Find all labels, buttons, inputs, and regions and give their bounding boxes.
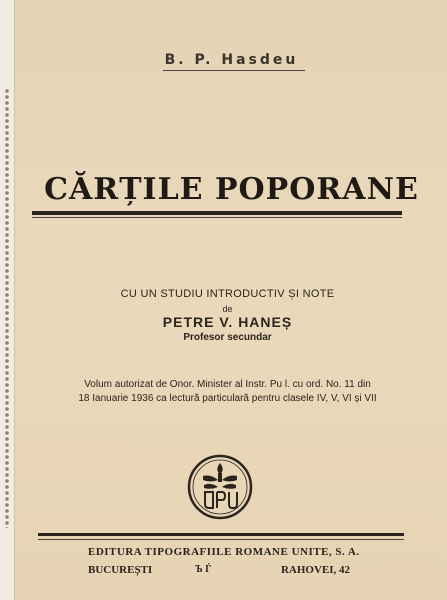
author-underline: [163, 70, 305, 71]
publisher-address: [88, 564, 350, 580]
publisher-city: BUCUREȘTI: [88, 564, 153, 576]
editor-role: Profesor secundar: [183, 332, 272, 343]
authorization-notice-line-1: Volum autorizat de Onor. Minister al Instr. Pu l. cu ord. No. 11 din: [84, 379, 371, 390]
printer-mark: Ъ Ѓ: [195, 564, 212, 575]
publisher-name: EDITURA TIPOGRAFIILE ROMANE UNITE, S. A.: [88, 546, 360, 558]
by-word: de: [222, 304, 233, 314]
editor-name: PETRE V. HANEȘ: [162, 314, 293, 330]
binding-edge: [0, 0, 15, 600]
authorization-notice-line-2: 18 Ianuarie 1936 ca lectură particulară pentru clasele IV, V, VI și VII: [78, 393, 377, 404]
title-rule-thin: [32, 217, 402, 218]
publisher-emblem-icon: [187, 454, 253, 520]
publisher-street: RAHOVEI, 42: [280, 564, 350, 576]
footer-rule-thick: [38, 533, 404, 536]
footer-rule-thin: [38, 539, 404, 540]
subtitle: CU UN STUDIU INTRODUCTIV ȘI NOTE: [120, 288, 335, 300]
author-name: B. P. Hasdeu: [164, 52, 299, 68]
title-rule-thick: [32, 211, 402, 215]
book-title: CĂRȚILE POPORANE: [44, 172, 419, 207]
